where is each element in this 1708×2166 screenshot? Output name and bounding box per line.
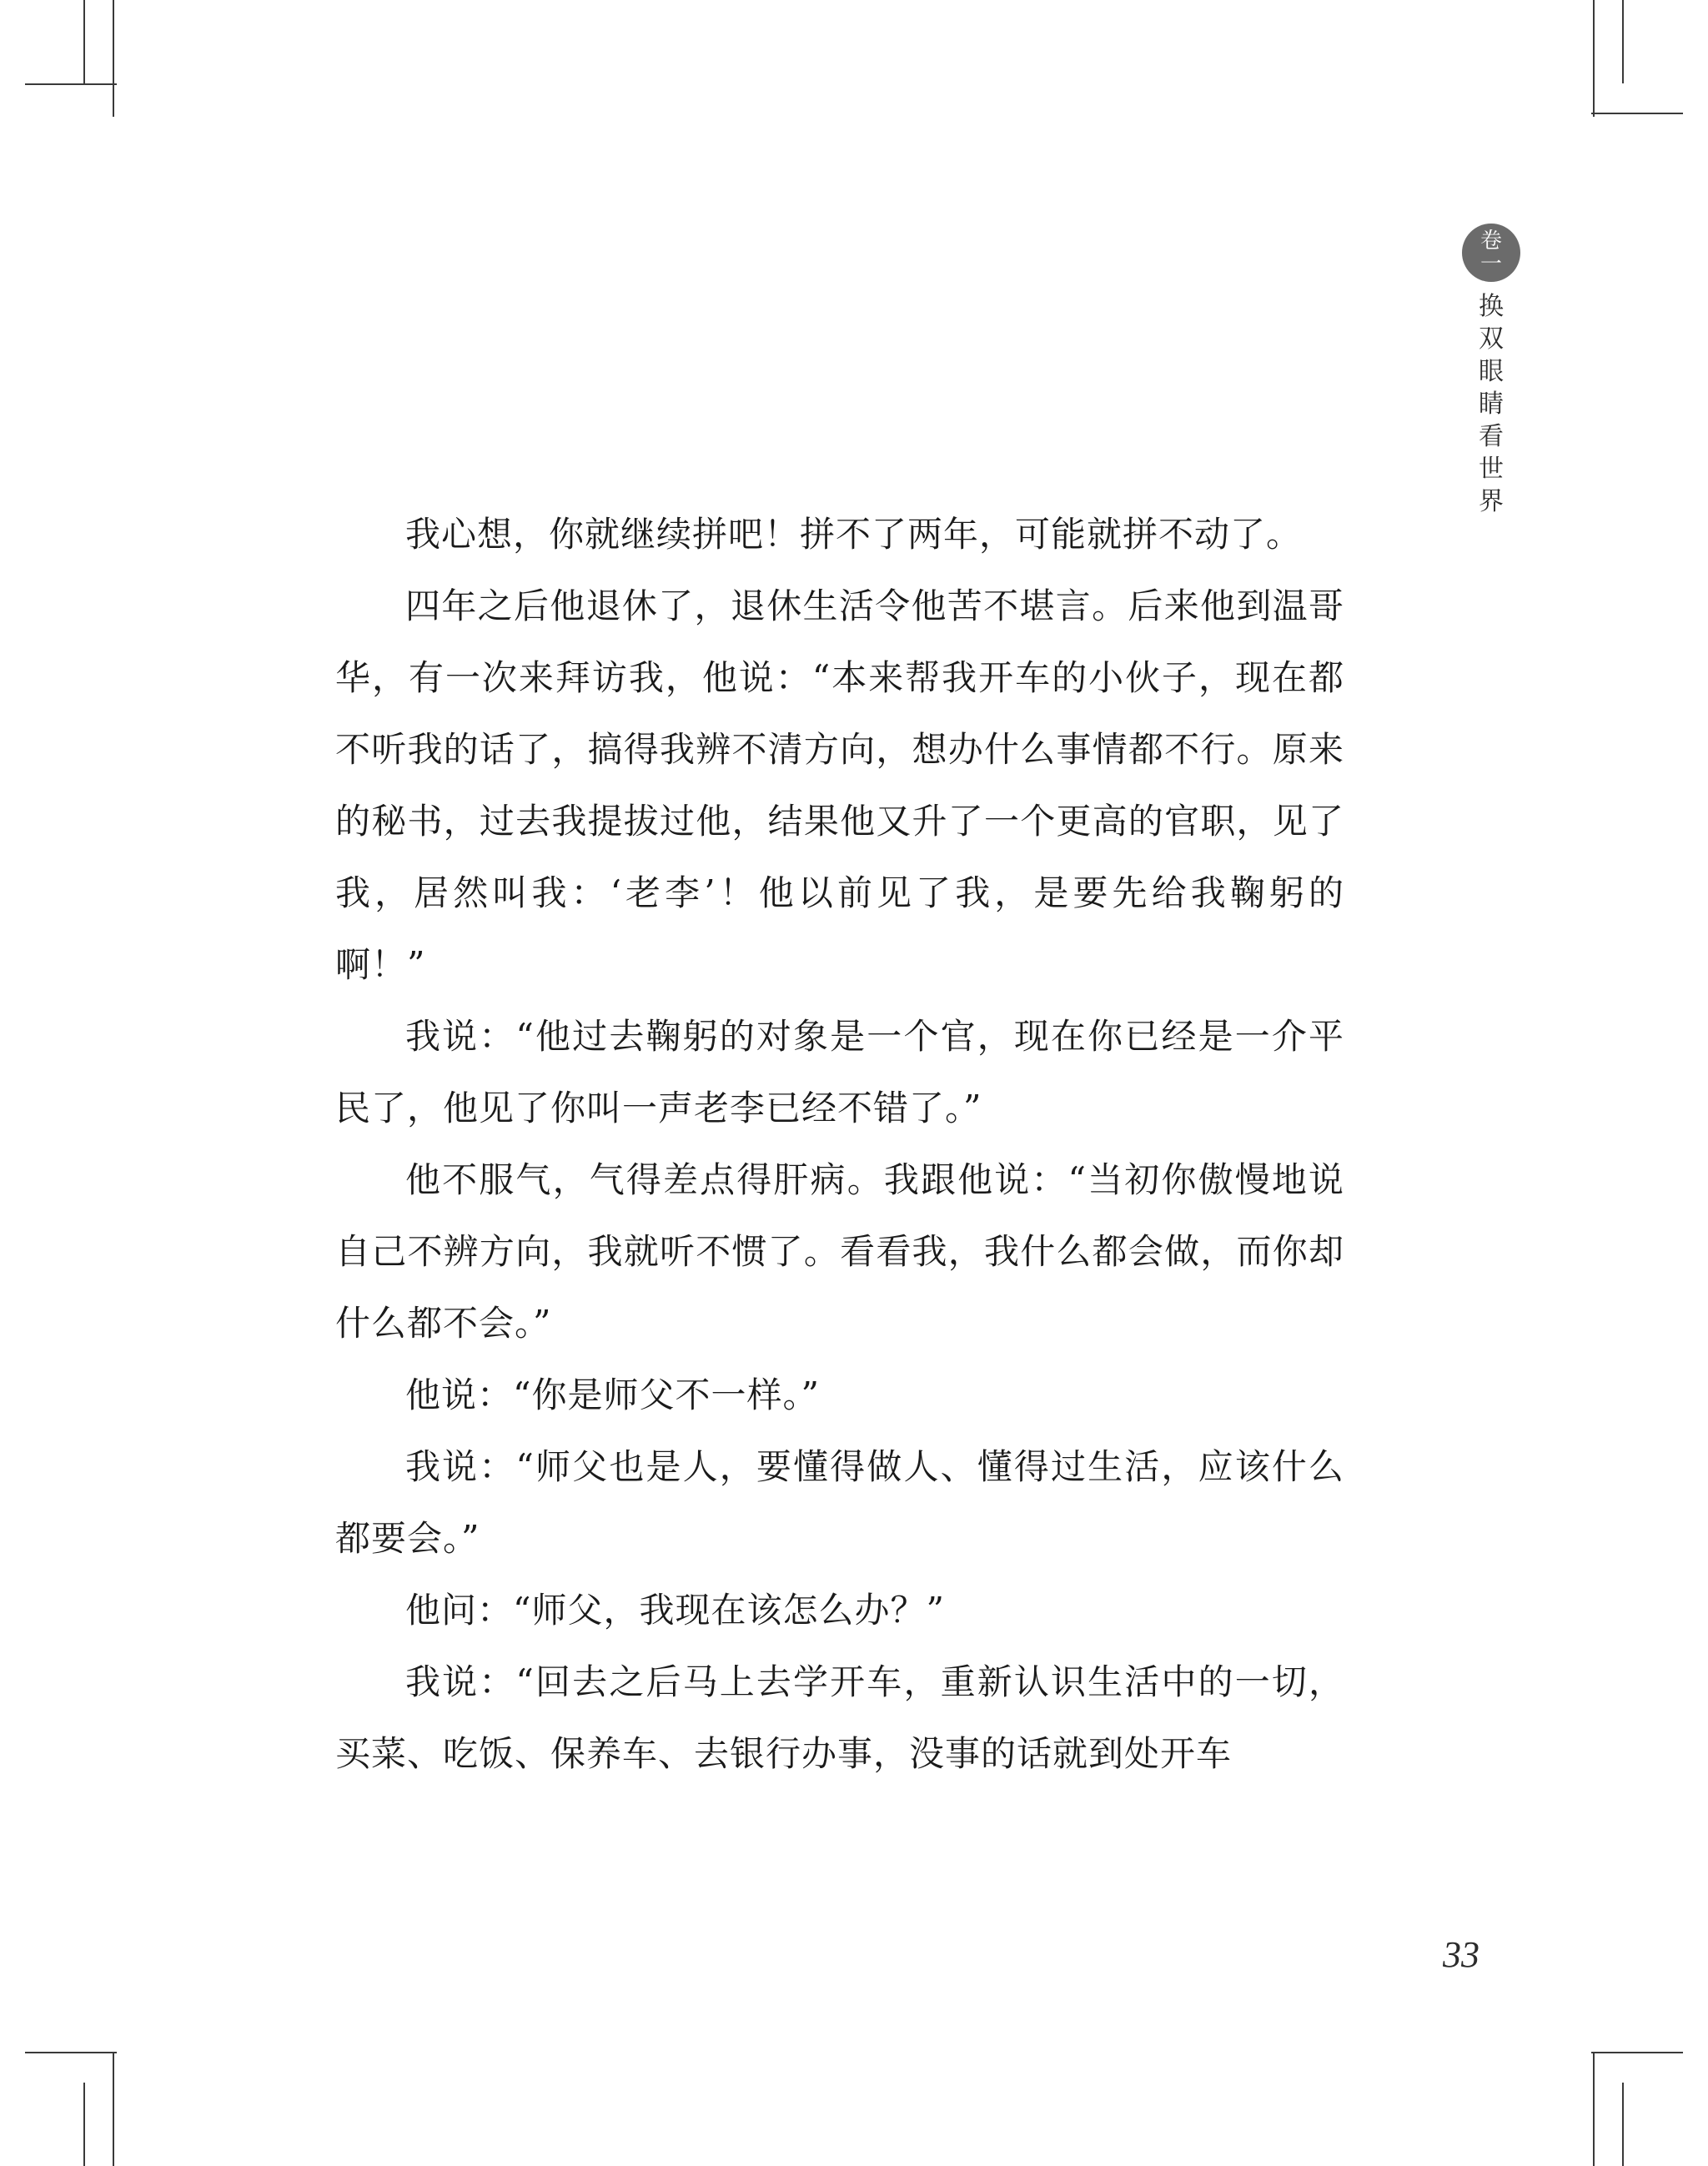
- volume-badge: [1462, 224, 1520, 282]
- page-number: 33: [1443, 1934, 1479, 1975]
- paragraph: 我说：“回去之后马上去学开车，重新认识生活中的一切，买菜、吃饭、保养车、去银行办事，没事的话就到处开车: [335, 1661, 1344, 1774]
- crop-mark-bottom-right-horizontal: [1591, 2052, 1683, 2053]
- paragraph: 他问：“师父，我现在该怎么办？”: [405, 1590, 945, 1631]
- paragraph: 他不服气，气得差点得肝病。我跟他说：“当初你傲慢地说自己不辨方向，我就听不惯了。看看我，我什么都会做，而你却什么都不会。”: [335, 1159, 1344, 1344]
- paragraph: 我心想，你就继续拼吧！拼不了两年，可能就拼不动了。: [405, 514, 1303, 555]
- chapter-title: 换双眼睛看世界: [1479, 292, 1504, 516]
- crop-mark-top-right-horizontal: [1591, 113, 1683, 114]
- crop-mark-top-left-vertical: [113, 0, 114, 117]
- crop-mark-top-right-vertical-inner: [1622, 0, 1624, 83]
- crop-mark-top-left-vertical-inner: [83, 0, 85, 83]
- volume-label-line1: 卷: [1479, 229, 1502, 254]
- crop-mark-bottom-right-vertical-inner: [1622, 2083, 1624, 2166]
- volume-label-line2: 一: [1479, 252, 1502, 277]
- paragraph: 他说：“你是师父不一样。”: [405, 1374, 820, 1415]
- crop-mark-bottom-left-horizontal: [25, 2052, 117, 2053]
- running-head: [1458, 224, 1525, 518]
- paragraph: 四年之后他退休了，退休生活令他苦不堪言。后来他到温哥华，有一次来拜访我，他说：“本来帮我开车的小伙子，现在都不听我的话了，搞得我辨不清方向，想办什么事情都不行。原来的秘书，过去我提拔过他，结果他又升了一个更高的官职，见了我，居然叫我：‘老李’！他以前见了我，是要先给我鞠躬的啊！”: [335, 585, 1344, 985]
- paragraph: 我说：“师父也是人，要懂得做人、懂得过生活，应该什么都要会。”: [335, 1446, 1344, 1559]
- crop-mark-top-left-horizontal: [25, 83, 117, 85]
- crop-mark-bottom-left-vertical-inner: [83, 2083, 85, 2166]
- crop-mark-bottom-right-vertical: [1593, 2052, 1595, 2166]
- crop-mark-bottom-left-vertical: [113, 2052, 114, 2166]
- crop-mark-top-right-vertical: [1593, 0, 1595, 117]
- body-text: [335, 499, 1344, 1790]
- paragraph: 我说：“他过去鞠躬的对象是一个官，现在你已经是一介平民了，他见了你叫一声老李已经不错了。”: [335, 1016, 1344, 1128]
